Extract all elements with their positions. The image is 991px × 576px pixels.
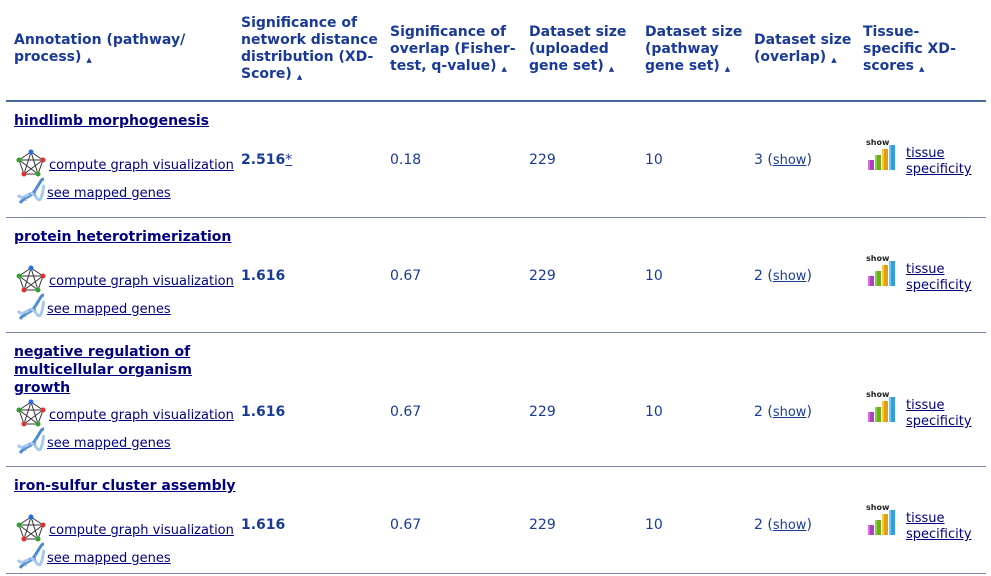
show-overlap-link[interactable]: show [772,518,807,533]
sort-arrow-icon[interactable]: ▲ [724,64,731,73]
sort-arrow-icon[interactable]: ▲ [831,56,837,64]
significance-mark-link[interactable]: * [285,152,293,168]
uploaded-size-value: 229 [529,404,556,420]
header-annotation[interactable]: Annotation (pathway/ process) ▲ [14,32,186,65]
compute-graph-link[interactable]: compute graph visualization [49,157,234,173]
annotation-link[interactable]: protein heterotrimerization [14,229,232,245]
overlap-size-value: 2 (show) [754,517,812,533]
xd-score-value: 1.616 [241,517,286,533]
compute-graph-link[interactable]: compute graph visualization [49,407,234,423]
uploaded-size-value: 229 [529,517,556,533]
q-value: 0.67 [390,517,422,533]
overlap-size-value: 2 (show) [754,268,812,284]
tissue-bar-chart-icon[interactable] [866,392,904,424]
results-table [6,0,986,574]
see-mapped-genes-link[interactable]: see mapped genes [47,550,171,566]
mapped-genes-action[interactable] [16,177,171,209]
tissue-specificity-link[interactable]: tissue specificity [906,146,972,177]
icon-show-text: show [866,390,890,399]
pathway-size-value: 10 [645,517,663,533]
pathway-size-value: 10 [645,152,663,168]
pathway-size-value: 10 [645,404,663,420]
mapped-genes-action[interactable] [16,542,171,574]
dna-icon[interactable] [16,293,47,325]
tissue-specificity-link[interactable]: tissue specificity [906,511,972,542]
tissue-bar-chart-icon[interactable] [866,505,904,537]
sort-arrow-icon[interactable]: ▲ [296,73,303,81]
uploaded-size-value: 229 [529,268,556,284]
compute-graph-link[interactable]: compute graph visualization [49,273,234,289]
tissue-specificity[interactable] [866,138,972,178]
overlap-size-value: 3 (show) [754,152,812,168]
mapped-genes-action[interactable] [16,293,171,325]
xd-score-value: 1.616 [241,404,286,420]
tissue-bar-chart-icon[interactable] [866,140,904,172]
icon-show-text: show [866,138,890,147]
dna-icon[interactable] [16,542,47,574]
q-value: 0.18 [390,152,422,168]
table-row [6,218,986,333]
icon-show-text: show [866,503,890,512]
dna-icon[interactable] [16,177,47,209]
annotation-link[interactable]: negative regulation of multicellular organism growth [14,344,192,396]
xd-score-value: 1.616 [241,268,286,284]
table-row [6,333,986,467]
uploaded-size-value: 229 [529,152,556,168]
see-mapped-genes-link[interactable]: see mapped genes [47,435,171,451]
q-value: 0.67 [390,404,422,420]
pathway-size-value: 10 [645,268,663,284]
tissue-specificity-link[interactable]: tissue specificity [906,398,972,429]
dna-icon[interactable] [16,427,47,459]
header-tissue-scores[interactable]: Tissue-specific XD-scores ▲ [863,23,956,74]
show-overlap-link[interactable]: show [772,269,807,284]
see-mapped-genes-link[interactable]: see mapped genes [47,185,171,201]
q-value: 0.67 [390,268,422,284]
tissue-specificity[interactable] [866,390,972,430]
sort-arrow-icon[interactable]: ▲ [501,64,507,73]
table-header [6,0,986,102]
see-mapped-genes-link[interactable]: see mapped genes [47,301,171,317]
sort-arrow-icon[interactable]: ▲ [86,56,92,64]
table-row [6,467,986,574]
tissue-bar-chart-icon[interactable] [866,256,904,288]
header-pathway-size[interactable]: Dataset size (pathway gene set) ▲ [645,23,743,74]
table-row [6,102,986,218]
mapped-genes-action[interactable] [16,427,171,459]
show-overlap-link[interactable]: show [772,153,807,168]
sort-arrow-icon[interactable]: ▲ [918,64,925,73]
tissue-specificity[interactable] [866,254,972,294]
header-uploaded-size[interactable]: Dataset size (uploaded gene set) ▲ [529,23,627,74]
overlap-size-value: 2 (show) [754,404,812,420]
annotation-link[interactable]: iron-sulfur cluster assembly [14,478,236,494]
tissue-specificity-link[interactable]: tissue specificity [906,262,972,293]
sort-arrow-icon[interactable]: ▲ [608,64,615,73]
show-overlap-link[interactable]: show [772,405,807,420]
header-xd-score[interactable]: Significance of network distance distribution (XD-Score) ▲ [241,15,378,82]
compute-graph-link[interactable]: compute graph visualization [49,522,234,538]
header-overlap-significance[interactable]: Significance of overlap (Fisher-test, q-value) ▲ [390,23,516,74]
xd-score-value: 2.516* [241,152,293,168]
tissue-specificity[interactable] [866,503,972,543]
header-overlap-size[interactable]: Dataset size (overlap) ▲ [754,32,852,65]
icon-show-text: show [866,254,890,263]
annotation-link[interactable]: hindlimb morphogenesis [14,113,209,129]
